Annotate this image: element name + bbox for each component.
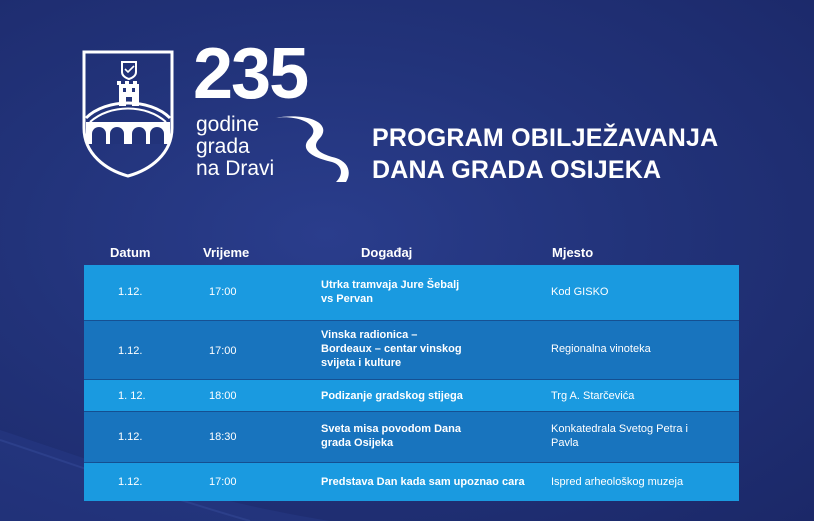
row-event: Predstava Dan kada sam upoznao cara — [321, 476, 525, 488]
row-place: Ispred arheološkog muzeja — [551, 476, 684, 488]
table-row — [84, 321, 739, 379]
row-time: 17:00 — [209, 476, 237, 488]
row-time: 18:30 — [209, 431, 237, 443]
table-row — [84, 380, 739, 411]
row-event: Podizanje gradskog stijega — [321, 390, 463, 402]
table-row — [84, 265, 739, 320]
river-icon — [270, 112, 350, 184]
row-place: Trg A. Starčevića — [551, 390, 635, 402]
row-time: 18:00 — [209, 390, 237, 402]
table-row — [84, 463, 739, 501]
row-place: Regionalna vinoteka — [551, 343, 651, 355]
anniversary-number: 235 — [193, 34, 308, 114]
row-date: 1. 12. — [118, 390, 146, 402]
row-date: 1.12. — [118, 431, 143, 443]
row-time: 17:00 — [209, 286, 237, 298]
row-event: Sveta misa povodom Dana grada Osijeka — [321, 423, 461, 449]
program-title-line-1: PROGRAM OBILJEŽAVANJA — [372, 124, 719, 152]
row-event: Utrka tramvaja Jure Šebalj vs Pervan — [321, 279, 460, 305]
city-crest-icon — [80, 48, 176, 180]
row-event: Vinska radionica – Bordeaux – centar vinskog svijeta i kulture — [321, 329, 462, 369]
table-row — [84, 412, 739, 462]
row-place: Konkatedrala Svetog Petra i Pavla — [551, 423, 688, 449]
row-date: 1.12. — [118, 345, 143, 357]
events-table — [84, 265, 739, 501]
column-header-event: Događaj — [361, 245, 413, 260]
column-header-date: Datum — [110, 245, 151, 260]
row-date: 1.12. — [118, 476, 143, 488]
row-time: 17:00 — [209, 345, 237, 357]
subtitle-line-2: grada — [196, 135, 250, 158]
subtitle-line-3: na Dravi — [196, 157, 275, 180]
program-title-line-2: DANA GRADA OSIJEKA — [372, 156, 662, 184]
subtitle-line-1: godine — [196, 113, 260, 136]
row-place: Kod GISKO — [551, 286, 609, 298]
column-header-time: Vrijeme — [203, 245, 250, 260]
column-header-place: Mjesto — [552, 245, 594, 260]
row-date: 1.12. — [118, 286, 143, 298]
